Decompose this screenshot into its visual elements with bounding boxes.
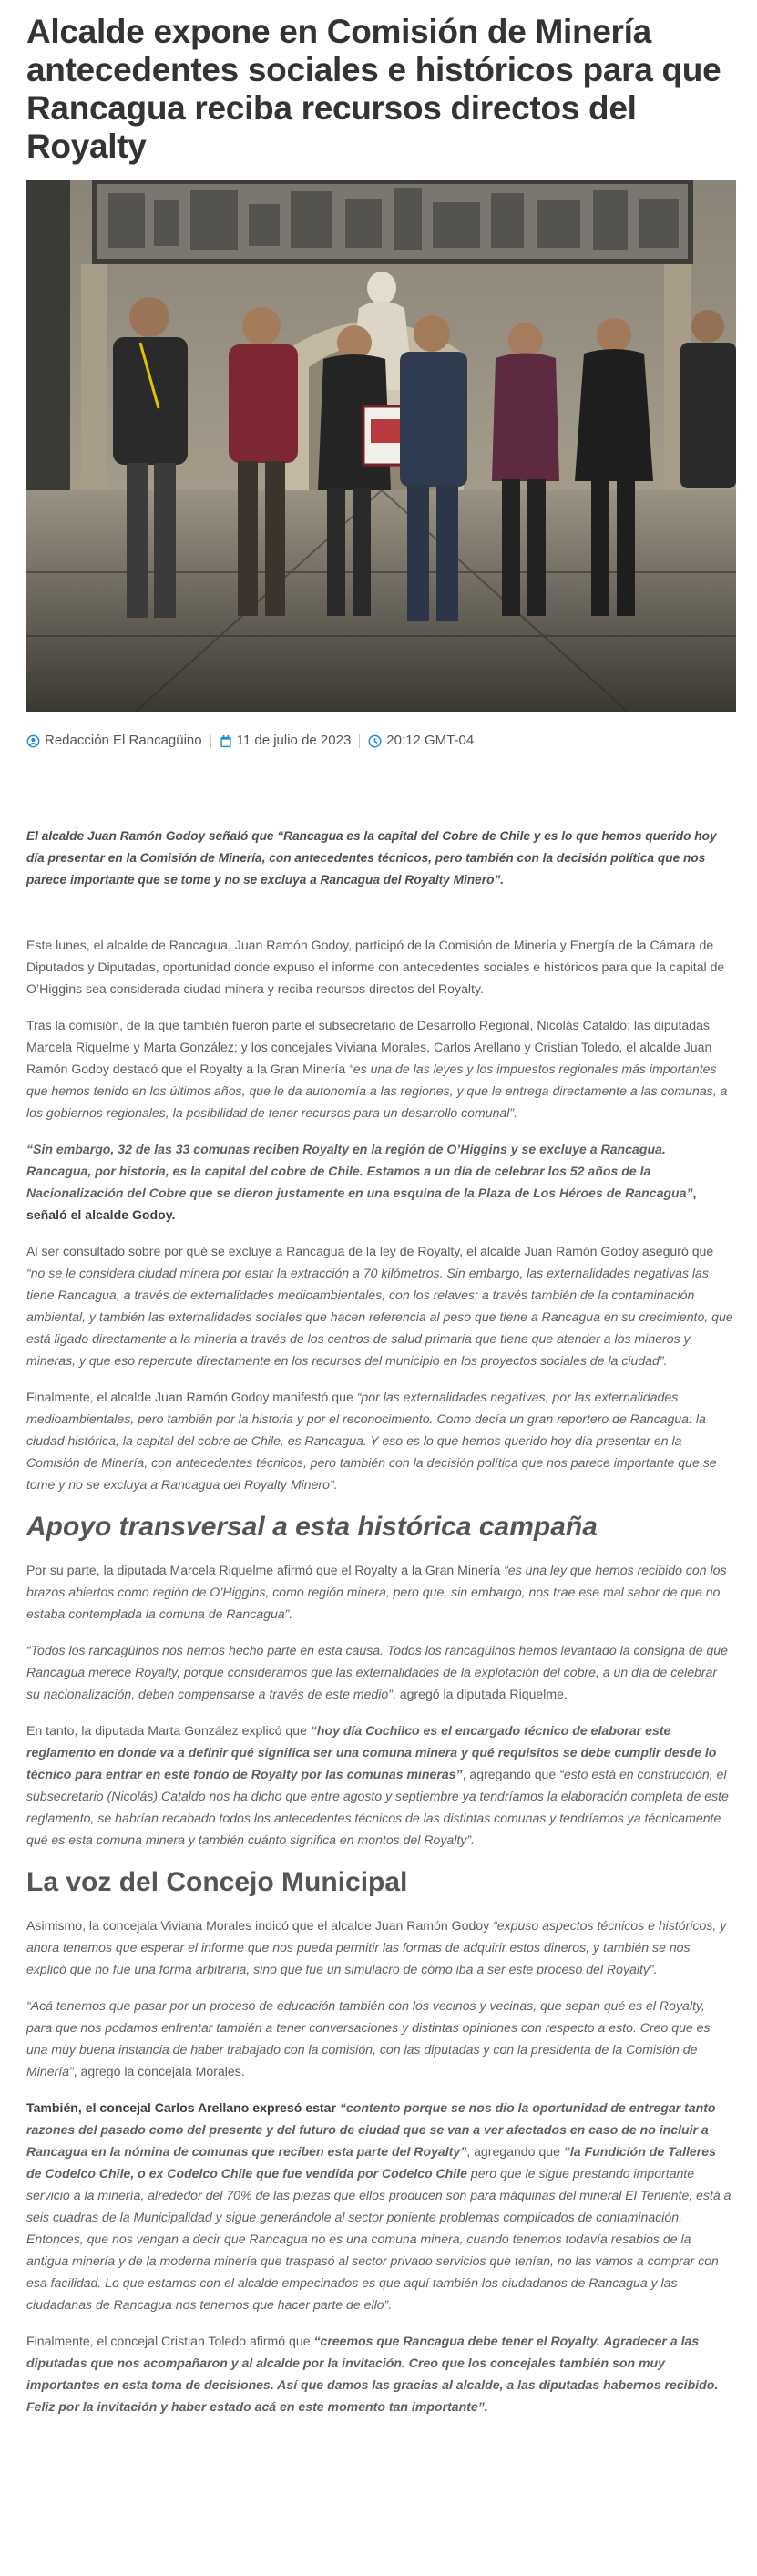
user-icon [26,734,40,748]
article-headline: Alcalde expone en Comisión de Minería antecedentes sociales e históricos para que Rancagua reciba recursos directos del Royalty [26,13,721,165]
clock-icon [368,734,382,748]
article-body [26,934,733,2432]
publish-date: 11 de julio de 2023 [236,733,352,748]
paragraph: Finalmente, el concejal Cristian Toledo afirmó que “creemos que Rancagua debe tener el Royalty. Agradecer a las diputadas que nos acompañaron y al alcalde por la invitación. Creo que los concejales también son muy importantes en esta toma de decisiones. Así que damos las gracias al alcalde, a las diputadas habernos recibido. Feliz por la invitación y haber estado acá en este momento tan importante”. [26,2334,719,2414]
paragraph: Asimismo, la concejala Viviana Morales indicó que el alcalde Juan Ramón Godoy “expuso aspectos técnicos e históricos, y ahora tenemos que esperar el informe que nos pueda permitir las formas de adquirir estos dineros, y también se nos explicó que no fue una forma arbitraria, sino que fue un simulacro de cómo iba a ser este proceso del Royalty”. [26,1918,727,1976]
paragraph: Este lunes, el alcalde de Rancagua, Juan Ramón Godoy, participó de la Comisión de Minería y Energía de la Cámara de Diputados y Diputadas, oportunidad donde expuso el informe con antecedentes sociales e históricos para que la capital de O’Higgins sea considerada ciudad minera y reciba recursos directos del Royalty. [26,938,725,996]
paragraph: “Sin embargo, 32 de las 33 comunas reciben Royalty en la región de O’Higgins y se excluye a Rancagua. Rancagua, por historia, es la capital del cobre de Chile. Estamos a un día de celebrar los 52 años de la Nacionalización del Cobre que se dieron justamente en una esquina de la Plaza de Los Héroes de Rancagua”, señaló el alcalde Godoy. [26,1142,697,1222]
author-link[interactable]: Redacción El Rancagüino [45,733,202,748]
publish-time: 20:12 GMT-04 [386,733,475,748]
meta-divider [359,734,360,748]
paragraph: Al ser consultado sobre por qué se excluye a Rancagua de la ley de Royalty, el alcalde Juan Ramón Godoy aseguró que “no se le considera ciudad minera por estar la extracción a 70 kilómetros. Sin embargo, las externalidades negativas las tiene Rancagua, a través de externalidades medioambientales, con los relaves; a través también de la contaminación ambiental, y también las externalidades sociales que hacen referencia al peso que tiene a Rancagua en su crecimiento, que está ligado directamente a la minería a través de los centros de salud primaria que tiene que atender a los mineros y mineras, y que eso repercute directamente en los recursos del municipio en los proyectos sociales de la ciudad”. [26,1244,733,1368]
article-meta [26,732,474,750]
paragraph: Tras la comisión, de la que también fueron parte el subsecretario de Desarrollo Regional, Nicolás Cataldo; las diputadas Marcela Riquelme y Marta González; y los concejales Viviana Morales, Carlos Arellano y Cristian Toledo, el alcalde Juan Ramón Godoy destacó que el Royalty a la Gran Minería “es una de las leyes y los impuestos regionales más importantes que hemos tenido en los últimos años, que le da autonomía a las regiones, y que le entrega directamente a las comunas, a los gobiernos regionales, la posibilidad de tener recursos para un desarrollo comunal”. [26,1018,728,1120]
meta-divider [210,734,211,748]
group-photo-illustration [26,180,736,712]
article-hero-photo [26,180,736,712]
paragraph: En tanto, la diputada Marta González explicó que “hoy día Cochilco es el encargado técnico de elaborar este reglamento en donde va a definir qué significa ser una comuna minera y qué requisitos se debe cumplir desde lo técnico para entrar en este fondo de Royalty por las comunas mineras”, agregando que “esto está en construcción, el subsecretario (Nicolás) Cataldo nos ha dicho que entre agosto y septiembre ya tendríamos la elaboración completa de este reglamento, se habrían recabado todos los antecedentes técnicos de las distintas comunas y tendríamos ya técnicamente qué es esta comuna minera y también cuánto significa en montos del Royalty”. [26,1723,729,1847]
paragraph: Por su parte, la diputada Marcela Riquelme afirmó que el Royalty a la Gran Minería “es una ley que hemos recibido con los brazos abiertos como región de O’Higgins, como región minera, pero que, sin embargo, nos trae ese mal sabor de que no estaba contemplada la comuna de Rancagua”. [26,1563,727,1621]
paragraph: “Acá tenemos que pasar por un proceso de educación también con los vecinos y vecinas, que sepan qué es el Royalty, para que nos podamos enfrentar también a tener conversaciones y distintas opiniones con respecto a esto. Creo que es una muy buena instancia de haber trabajado con la comisión, con las diputadas y con la presidenta de la Comisión de Minería”, agregó la concejala Morales. [26,1998,711,2078]
paragraph: Finalmente, el alcalde Juan Ramón Godoy manifestó que “por las externalidades negativas, por las externalidades medioambientales, pero también por la historia y por el reconocimiento. Como decía un gran reportero de Rancagua: la ciudad histórica, la capital del cobre de Chile, es Rancagua. Y eso es lo que hemos querido hoy día presentar en la Comisión de Minería, con antecedentes técnicos, pero también con la decisión política que nos parece importante que se tome y no se excluya a Rancagua del Royalty Minero”. [26,1390,717,1492]
paragraph: También, el concejal Carlos Arellano expresó estar “contento porque se nos dio la oportunidad de entregar tanto razones del pasado como del presente y del futuro de ciudad que se van a ver afectados en caso de no incluir a Rancagua en la nómina de comunas que reciben esta parte del Royalty”, agregando que “la Fundición de Talleres de Codelco Chile, o ex Codelco Chile que fue vendida por Codelco Chile pero que le sigue prestando importante servicio a la minería, alrededor del 70% de las piezas que ellos producen son para máquinas del mineral El Teniente, está a seis cuadras de la Municipalidad y sigue generándole al sector poniente problemas complicados de contaminación. Entonces, que nos vengan a decir que Rancagua no es una comuna minera, cuando tenemos todavía resabios de la antigua minería y de la moderna minería que traspasó al sector privado servicios que tenían, no las vamos a comprar con esa facilidad. Lo que estamos con el alcalde empecinados es que aquí también los ciudadanos de Rancagua y las ciudadanas de Rancagua nos tenemos que hacer parte de ello”. [26,2100,731,2312]
section-heading: La voz del Concejo Municipal [26,1867,408,1897]
calendar-icon [220,734,232,748]
article-lead: El alcalde Juan Ramón Godoy señaló que “Rancagua es la capital del Cobre de Chile y es lo que hemos querido hoy día presentar en la Comisión de Minería, con antecedentes técnicos, pero también con la decisión política que nos parece importante que se tome y no se excluya a Rancagua del Royalty Minero”. [26,829,717,887]
paragraph: “Todos los rancagüinos nos hemos hecho parte en esta causa. Todos los rancagüinos hemos levantado la consigna de que Rancagua merece Royalty, porque consideramos que las externalidades de la explotación del cobre, a un día de celebrar su nacionalización, deben compensarse a través de este medio”, agregó la diputada Riquelme. [26,1643,728,1701]
section-heading: Apoyo transversal a esta histórica campaña [26,1512,598,1542]
